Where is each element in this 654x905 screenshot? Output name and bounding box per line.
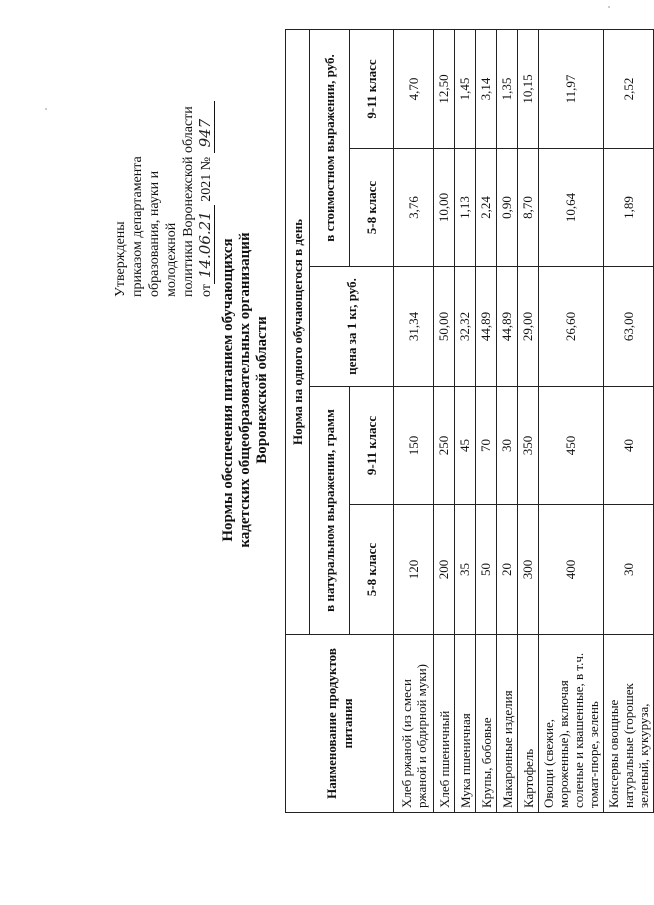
cost-9-11: 3,14 [476,29,497,148]
product-name: Консервы овощные натуральные (горошек зеленый, кукуруза, [604,635,654,813]
cost-5-8: 2,24 [476,149,497,267]
cost-9-11: 10,15 [518,29,539,148]
header-norm-per-student: Норма на одного обучающегося в день [286,29,310,634]
price-per-kg: 50,00 [434,267,455,387]
grams-5-8: 35 [455,505,476,635]
grams-9-11: 30 [497,387,518,505]
cost-9-11: 11,97 [539,29,604,148]
header-cost-9-11: 9-11 класс [350,29,394,148]
price-per-kg: 44,89 [476,267,497,387]
header-price-per-kg: цена за 1 кг, руб. [310,267,394,387]
header-grams-9-11: 9-11 класс [350,387,394,505]
cost-9-11: 1,35 [497,29,518,148]
table-row [604,29,654,812]
price-per-kg: 63,00 [604,267,654,387]
table-row [497,29,518,812]
approval-line: политики Воронежской области [181,106,196,297]
table-row [539,29,604,812]
grams-5-8: 400 [539,505,604,635]
header-cost-rubles: в стоимостном выражении, руб. [310,29,350,266]
product-name: Макаронные изделия [497,635,518,813]
nutrition-norms-table [285,29,654,813]
cost-9-11: 12,50 [434,29,455,148]
approval-line: Утверждены [113,221,128,297]
cost-9-11: 4,70 [394,29,434,148]
approval-line: приказом департамента [130,156,145,297]
grams-5-8: 50 [476,505,497,635]
cost-5-8: 1,13 [455,149,476,267]
cost-5-8: 3,76 [394,149,434,267]
grams-9-11: 150 [394,387,434,505]
grams-5-8: 20 [497,505,518,635]
grams-9-11: 250 [434,387,455,505]
grams-9-11: 45 [455,387,476,505]
grams-5-8: 300 [518,505,539,635]
order-year: 2021 № [199,156,214,202]
table-row [434,29,455,812]
grams-9-11: 40 [604,387,654,505]
date-prefix: от [199,284,214,297]
table-row [455,29,476,812]
handwritten-order-number: 947 [197,101,215,153]
cost-5-8: 0,90 [497,149,518,267]
product-name: Хлеб ржаной (из смеси ржаной и обдирной муки) [394,635,434,813]
grams-9-11: 350 [518,387,539,505]
approval-line: образования, науки и [147,170,162,297]
grams-9-11: 70 [476,387,497,505]
table-row [394,29,434,812]
title-line: Воронежской области [254,316,270,464]
price-per-kg: 29,00 [518,267,539,387]
cost-5-8: 1,89 [604,149,654,267]
cost-9-11: 2,52 [604,29,654,148]
table-row [518,29,539,812]
grams-5-8: 120 [394,505,434,635]
product-name: Хлеб пшеничный [434,635,455,813]
grams-5-8: 30 [604,505,654,635]
header-natural-grams: в натуральном выражении, грамм [310,387,350,635]
handwritten-date: 14.06.21 [197,205,215,284]
grams-5-8: 200 [434,505,455,635]
header-cost-5-8: 5-8 класс [350,149,394,267]
cost-5-8: 8,70 [518,149,539,267]
product-name: Овощи (свежие, мороженные), включая соленые и квашенные, в т.ч. томат-пюре, зелень [539,635,604,813]
header-grams-5-8: 5-8 класс [350,505,394,635]
cost-5-8: 10,00 [434,149,455,267]
table-row [476,29,497,812]
cost-9-11: 1,45 [455,29,476,148]
product-name: Картофель [518,635,539,813]
title-line: кадетских общеобразовательных организаций [237,232,253,548]
approval-line: молодежной [164,222,179,297]
approval-block [112,37,215,297]
document-title [220,155,271,625]
product-name: Мука пшеничная [455,635,476,813]
approval-date-line [197,37,215,297]
cost-5-8: 10,64 [539,149,604,267]
grams-9-11: 450 [539,387,604,505]
price-per-kg: 32,32 [455,267,476,387]
header-product-name: Наименование продуктов питания [286,635,394,813]
price-per-kg: 44,89 [497,267,518,387]
price-per-kg: 26,60 [539,267,604,387]
title-line: Нормы обеспечения питанием обучающихся [220,238,236,542]
product-name: Крупы, бобовые [476,635,497,813]
price-per-kg: 31,34 [394,267,434,387]
